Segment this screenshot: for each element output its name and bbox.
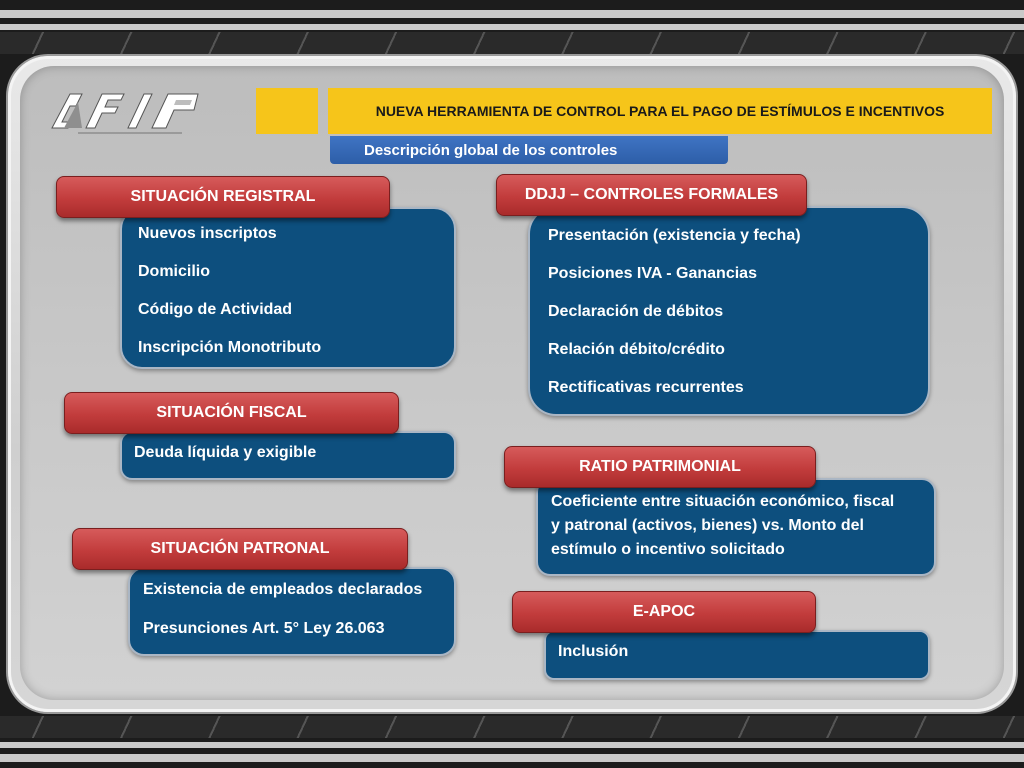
ddjj-item: Rectificativas recurrentes: [548, 379, 744, 396]
ddjj-item: Posiciones IVA - Ganancias: [548, 265, 757, 282]
registral-item: Domicilio: [138, 263, 211, 280]
registral-item: Código de Actividad: [138, 301, 293, 318]
fiscal-item: Deuda líquida y exigible: [134, 444, 317, 461]
header-accent-block: [256, 88, 318, 134]
top-hatch: [0, 32, 1024, 54]
ratio-line: estímulo o incentivo solicitado: [551, 541, 785, 558]
ratio-line: Coeficiente entre situación económico, fiscal: [551, 493, 895, 510]
registral-item: Inscripción Monotributo: [138, 339, 322, 356]
fiscal-box: [120, 431, 456, 480]
ddjj-item: Declaración de débitos: [548, 303, 724, 320]
ratio-label: RATIO PATRIMONIAL: [504, 446, 816, 488]
registral-item: Nuevos inscriptos: [138, 225, 277, 242]
bottom-stripe: [0, 742, 1024, 748]
afip-logo: [48, 88, 204, 140]
header-title-bar: [328, 88, 992, 134]
ratio-line: y patronal (activos, bienes) vs. Monto del: [551, 517, 864, 534]
bottom-hatch: [0, 716, 1024, 738]
patronal-box: [128, 567, 456, 656]
registral-box: [120, 207, 456, 369]
patronal-label: SITUACIÓN PATRONAL: [72, 528, 408, 570]
page-subtitle: Descripción global de los controles: [330, 136, 728, 164]
ddjj-box: [528, 206, 930, 416]
patronal-item: Presunciones Art. 5° Ley 26.063: [143, 620, 385, 637]
top-stripe: [0, 10, 1024, 18]
eapoc-item: Inclusión: [558, 643, 629, 660]
ddjj-item: Presentación (existencia y fecha): [548, 227, 801, 244]
ddjj-label: DDJJ – CONTROLES FORMALES: [496, 174, 807, 216]
bottom-stripe-thin: [0, 754, 1024, 762]
eapoc-label: E-APOC: [512, 591, 816, 633]
top-stripe-thin: [0, 24, 1024, 30]
registral-label: SITUACIÓN REGISTRAL: [56, 176, 390, 218]
fiscal-label: SITUACIÓN FISCAL: [64, 392, 399, 434]
ratio-box: [536, 478, 936, 576]
eapoc-box: [544, 630, 930, 680]
ddjj-item: Relación débito/crédito: [548, 341, 725, 358]
page-title: NUEVA HERRAMIENTA DE CONTROL PARA EL PAGO DE ESTÍMULOS E INCENTIVOS: [375, 103, 945, 119]
patronal-item: Existencia de empleados declarados: [143, 581, 423, 598]
